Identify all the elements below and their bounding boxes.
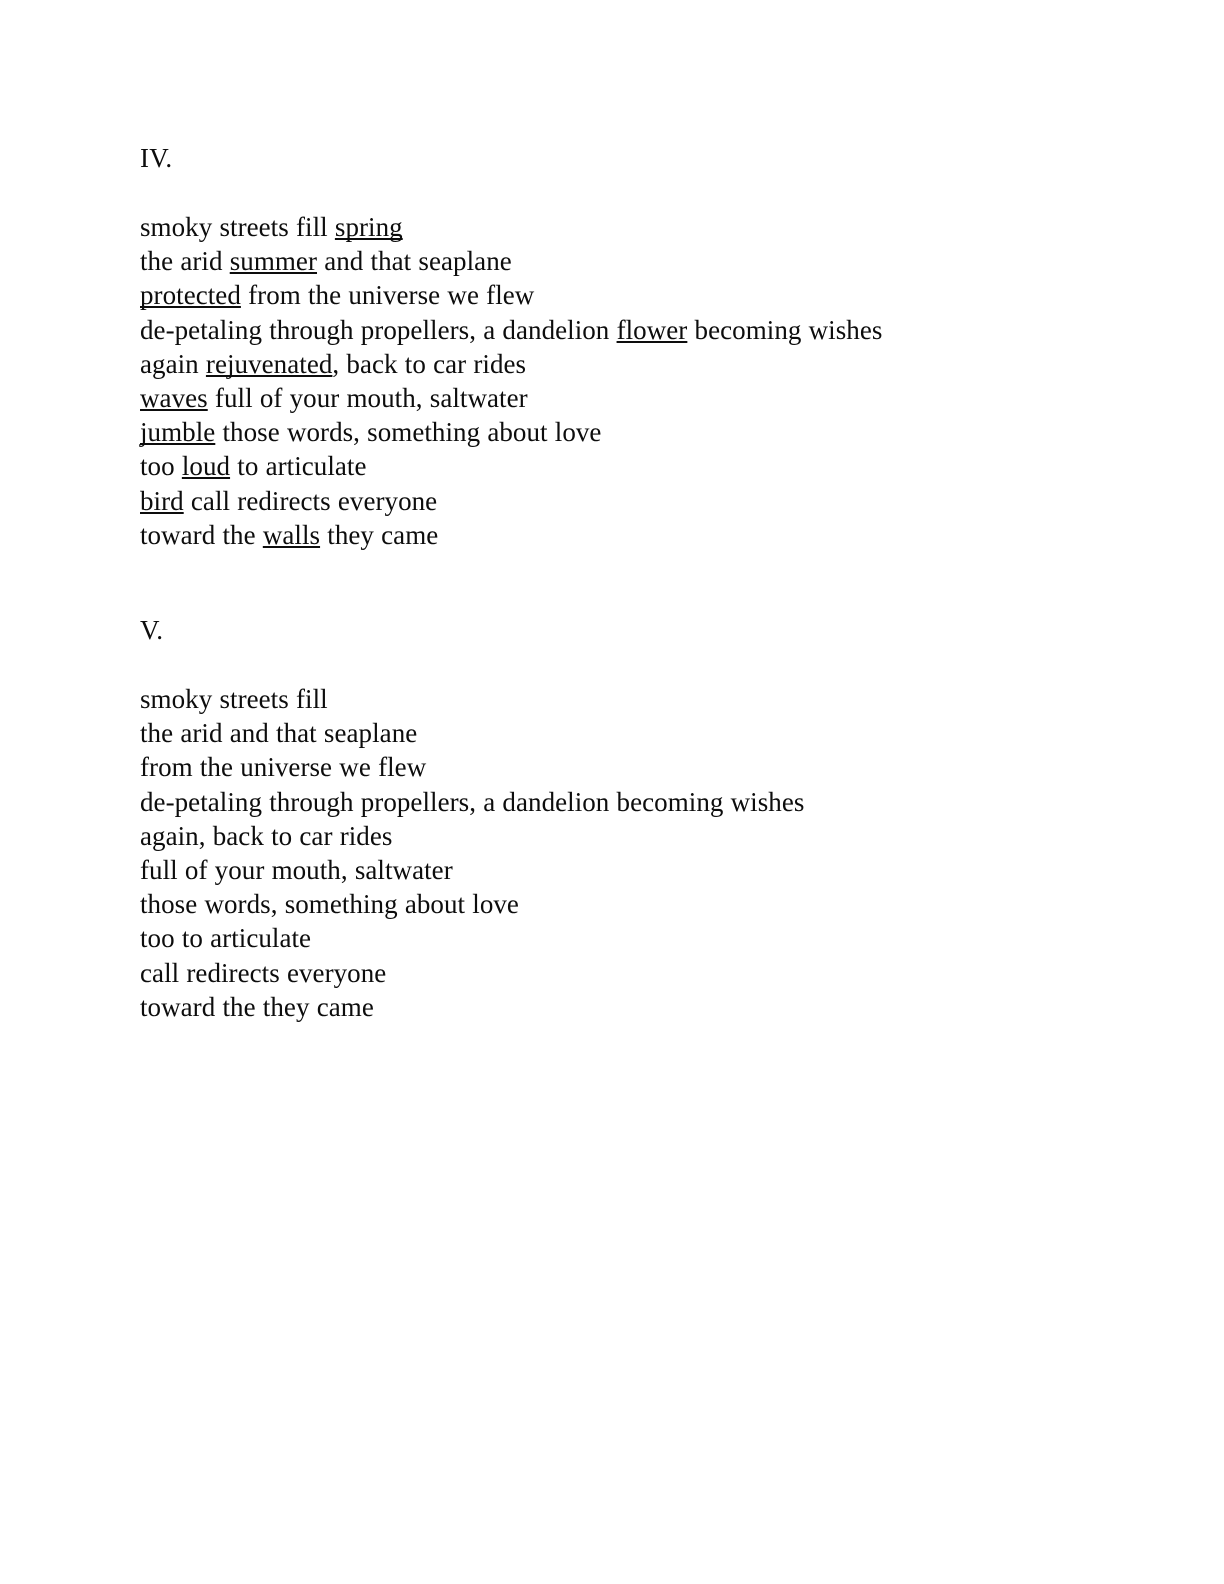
poem-line [140,819,1100,853]
poem-text: to articulate [230,451,367,482]
poem-text: from the universe we flew [240,280,535,311]
poem-text: those words, something about love [140,889,519,920]
poem-line [140,449,1100,483]
poem-line [140,518,1100,552]
poem-line [140,956,1100,990]
poem-text: de-petaling through propellers, a dandelion [140,314,617,345]
poem-text: de-petaling through propellers, a dandelion becoming wishes [140,786,805,817]
poem-text: and that seaplane [317,246,512,277]
section-number: IV. [140,143,173,173]
poem-sections [140,141,1100,1024]
underlined-word: bird [140,485,184,516]
poem-text: smoky streets fill [140,684,328,715]
poem-text: too to articulate [140,923,312,954]
underlined-word: flower [616,314,688,345]
poem-text: the arid and that seaplane [140,718,418,749]
poem-text: , back to car rides [332,348,527,379]
poem-line [140,853,1100,887]
poem-text: becoming wishes [687,314,883,345]
poem-text: smoky streets fill [140,212,335,242]
poem-line [140,244,1100,278]
poem-line [140,921,1100,955]
poem-text: again [140,348,206,379]
poem-line [140,415,1100,449]
poem-text: full of your mouth, saltwater [140,855,453,886]
poem-section [140,613,1100,1024]
poem-line [140,716,1100,750]
poem-stanza [140,210,1100,552]
poem-line [140,347,1100,381]
poem-line [140,887,1100,921]
poem-text: call redirects everyone [140,957,387,988]
poem-line [140,750,1100,784]
poem-line [140,990,1100,1024]
poem-line [140,484,1100,518]
poem-line [140,313,1100,347]
underlined-word: waves [140,383,208,414]
underlined-word: protected [140,280,241,311]
poem-line [140,278,1100,312]
underlined-word: loud [181,451,231,482]
poem-line [140,785,1100,819]
poem-content [140,141,1100,1024]
poem-text: toward the they came [140,991,374,1022]
poem-line [140,381,1100,415]
underlined-word: walls [262,519,321,550]
poem-text: call redirects everyone [183,485,438,516]
poem-stanza [140,682,1100,1024]
poem-text: full of your mouth, saltwater [207,383,528,414]
poem-text: again, back to car rides [140,820,393,851]
poem-text: the arid [140,246,230,277]
poem-line [140,210,1100,244]
poem-text: they came [320,519,439,550]
underlined-word: summer [229,246,318,277]
poem-text: too [140,451,182,482]
underlined-word: spring [334,212,403,242]
poem-text: those words, something about love [215,417,602,448]
underlined-word: rejuvenated [205,348,333,379]
section-number: V. [140,615,164,646]
poem-text: toward the [140,519,263,550]
poem-section [140,141,1100,552]
poem-line [140,682,1100,716]
poem-text: from the universe we flew [140,752,427,783]
underlined-word: jumble [140,417,216,448]
